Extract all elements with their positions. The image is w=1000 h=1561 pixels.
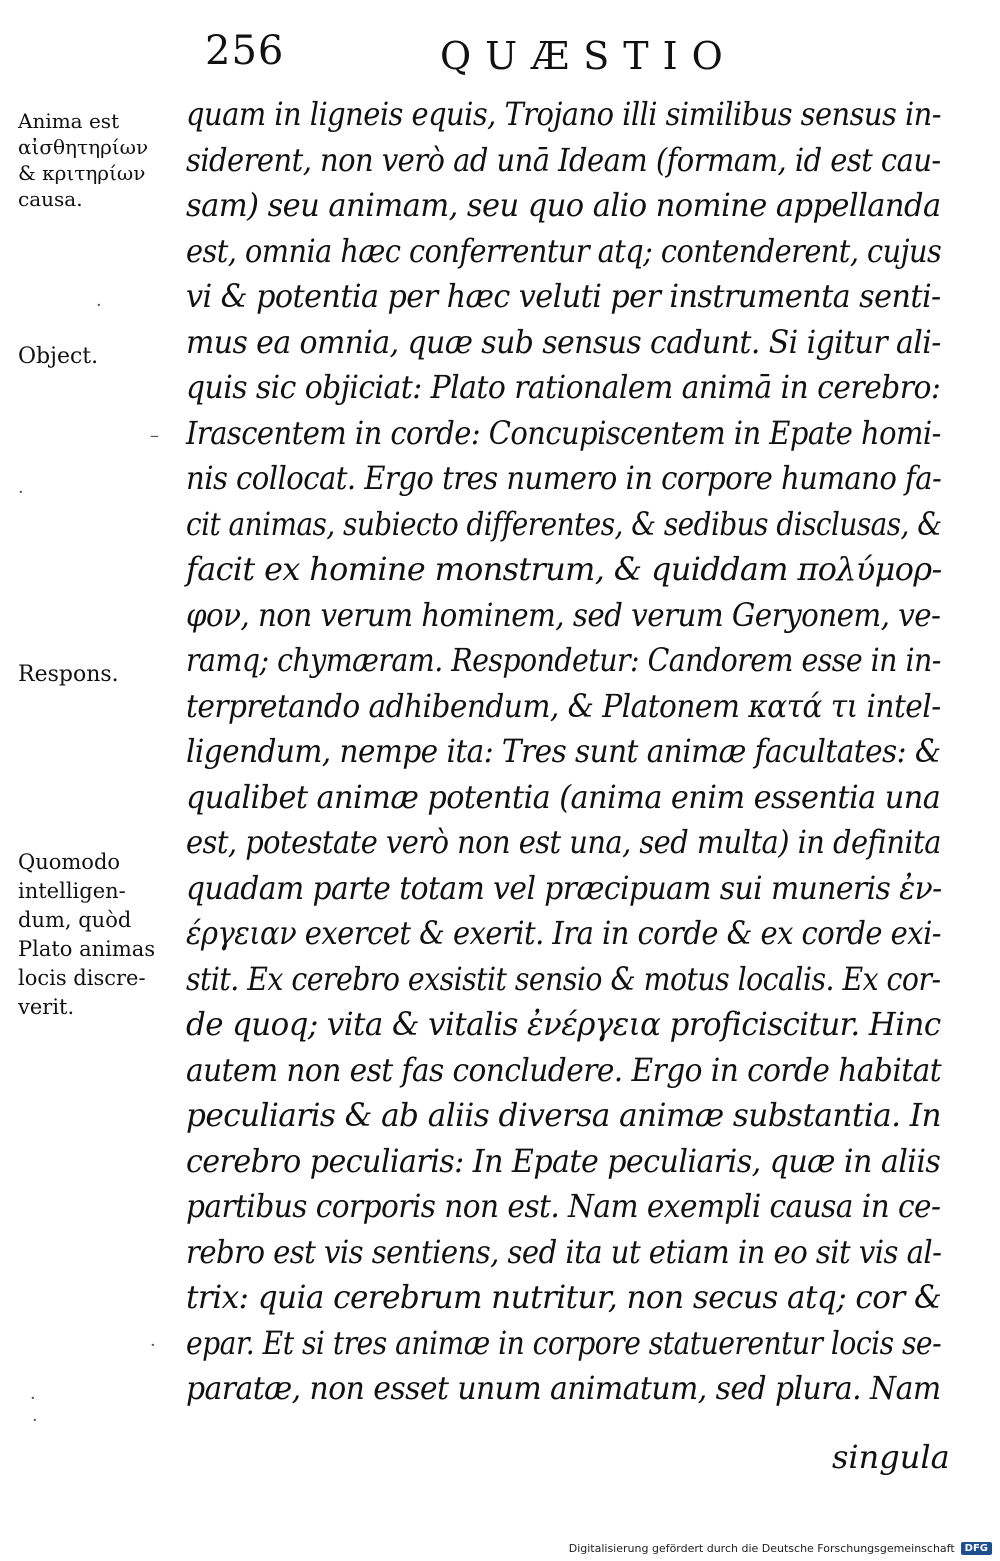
margin-note-quomodo bbox=[18, 848, 155, 1022]
margin-note-line: locis discre- bbox=[18, 966, 146, 990]
margin-note-anima bbox=[18, 108, 148, 212]
margin-note-line: Quomodo bbox=[18, 850, 121, 874]
margin-note-line: verit. bbox=[18, 995, 75, 1019]
text-line: cerebro peculiaris: In Epate peculiaris, quæ in aliis bbox=[186, 1141, 941, 1180]
text-line: sam) seu animam, seu quo alio nomine appellanda bbox=[186, 186, 941, 224]
ink-speck: · bbox=[96, 295, 102, 316]
text-line: autem non est fas concludere. Ergo in corde habitat bbox=[186, 1050, 942, 1089]
margin-note-line: αἰσθητηρίων bbox=[18, 135, 149, 159]
text-line: est, omnia hæc conferrentur atq; contenderent, cujus bbox=[186, 231, 942, 270]
margin-note-respons bbox=[18, 662, 119, 688]
margin-note-line: Object. bbox=[18, 344, 99, 369]
text-line: ligendum, nempe ita: Tres sunt animæ facultates: & bbox=[186, 732, 941, 770]
ink-speck: · bbox=[32, 1410, 38, 1431]
text-line: siderent, non verò ad unā Ideam (formam, id est cau- bbox=[186, 140, 941, 179]
text-line: έργειαν exercet & exerit. Ira in corde & ex corde exi- bbox=[186, 914, 942, 952]
text-line: paratæ, non esset unum animatum, sed plura. Nam bbox=[186, 1369, 941, 1407]
ink-speck: – bbox=[150, 425, 159, 446]
digitization-footer bbox=[569, 1542, 992, 1555]
margin-note-line: & κριτηρίων bbox=[18, 161, 146, 185]
running-head: QUÆSTIO bbox=[440, 34, 737, 78]
text-line: mus ea omnia, quæ sub sensus cadunt. Si igitur ali- bbox=[186, 322, 941, 361]
text-line: quis sic objiciat: Plato rationalem animā in cerebro: bbox=[186, 368, 941, 406]
text-line: cit animas, subiecto differentes, & sedibus disclusas, & bbox=[186, 504, 942, 543]
text-line: qualibet animæ potentia (anima enim essentia una bbox=[186, 777, 941, 816]
page-number: 256 bbox=[205, 28, 285, 74]
margin-note-line: Anima est bbox=[18, 109, 120, 133]
text-line: terpretando adhibendum, & Platonem κατά τι intel- bbox=[186, 686, 941, 725]
margin-note-line: intelligen- bbox=[18, 879, 126, 903]
margin-note-object bbox=[18, 344, 98, 370]
catchword: singula bbox=[832, 1438, 950, 1476]
text-line: Irascentem in corde: Concupiscentem in Epate homi- bbox=[186, 413, 941, 452]
text-line: rebro est vis sentiens, sed ita ut etiam in eo sit vis al- bbox=[186, 1232, 942, 1271]
ink-speck: · bbox=[150, 1335, 156, 1356]
text-line: ramq; chymæram. Respondetur: Candorem esse in in- bbox=[186, 641, 941, 679]
footer-text: Digitalisierung gefördert durch die Deutsche Forschungsgemeinschaft bbox=[568, 1542, 955, 1555]
text-line: de quoq; vita & vitalis ἐνέργεια proficiscitur. Hinc bbox=[186, 1005, 941, 1043]
margin-note-line: dum, quòd bbox=[18, 908, 132, 932]
margin-note-line: causa. bbox=[18, 187, 83, 211]
text-line: epar. Et si tres animæ in corpore statuerentur locis se- bbox=[186, 1323, 942, 1362]
text-line: partibus corporis non est. Nam exempli causa in ce- bbox=[186, 1187, 941, 1225]
dfg-logo-icon: DFG bbox=[961, 1542, 992, 1555]
text-line: vi & potentia per hæc veluti per instrumenta senti- bbox=[186, 277, 941, 315]
ink-speck: · bbox=[18, 482, 24, 503]
margin-note-line: Respons. bbox=[18, 662, 119, 687]
text-line: stit. Ex cerebro exsistit sensio & motus localis. Ex cor- bbox=[186, 959, 941, 998]
text-line: quam in ligneis equis, Trojano illi similibus sensus in- bbox=[186, 95, 941, 133]
main-text-block bbox=[186, 92, 946, 1412]
text-line: trix: quia cerebrum nutritur, non secus atq; cor & bbox=[186, 1278, 942, 1316]
text-line: nis collocat. Ergo tres numero in corpore humano fa- bbox=[186, 459, 942, 497]
ink-speck: · bbox=[30, 1388, 36, 1409]
text-line: facit ex homine monstrum, & quiddam πολύμορ- bbox=[186, 550, 942, 588]
text-line: φον, non verum hominem, sed verum Geryonem, ve- bbox=[186, 595, 941, 634]
text-line: peculiaris & ab aliis diversa animæ substantia. In bbox=[186, 1096, 941, 1134]
text-line: quadam parte totam vel præcipuam sui muneris ἐν- bbox=[186, 868, 942, 907]
text-line: est, potestate verò non est una, sed multa) in definita bbox=[186, 823, 941, 861]
margin-note-line: Plato animas bbox=[18, 937, 156, 961]
